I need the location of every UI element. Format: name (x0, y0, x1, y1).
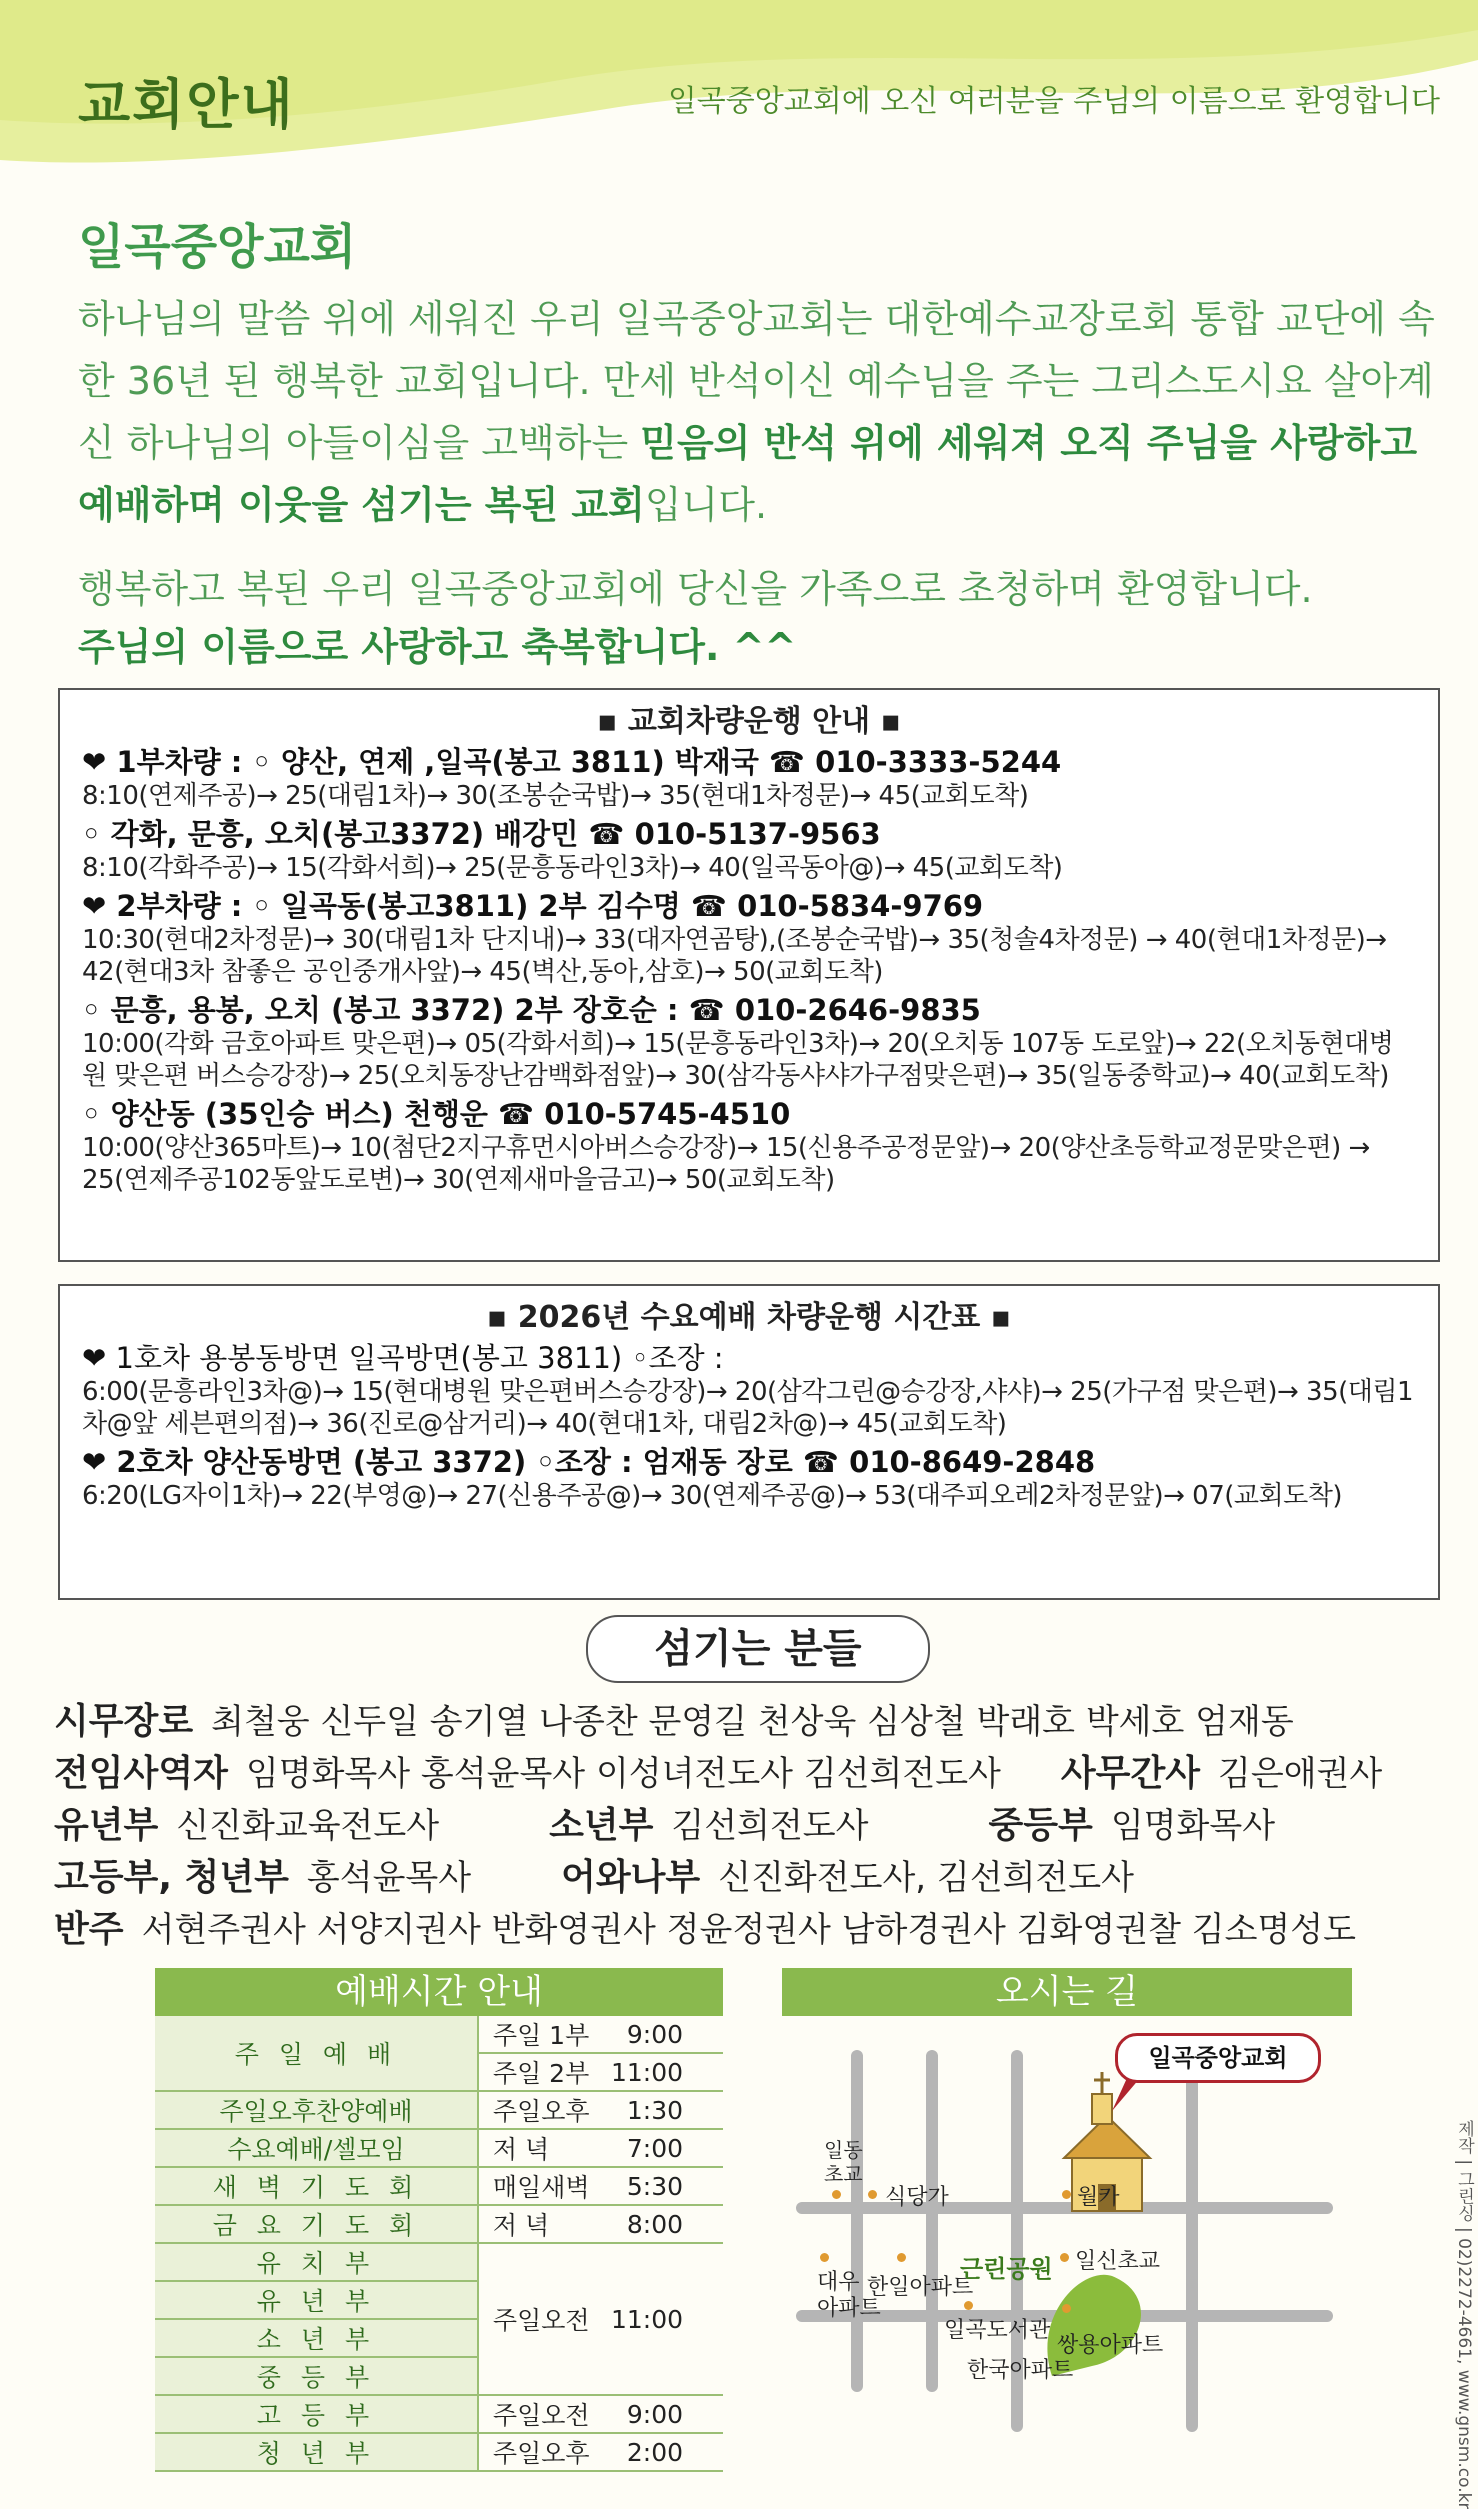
vehicle-schedule-box (58, 688, 1440, 1262)
welcome-line: 행복하고 복된 우리 일곡중앙교회에 당신을 가족으로 초청하며 환영합니다. (78, 567, 1313, 611)
print-credit: 제작 | 그린싱 | 02)2272-4661, www.gnsm.co.kr (1454, 2120, 1474, 2509)
server-names: 신진화교육전도사 (176, 1806, 440, 1846)
map-label-library: 일곡도서관 (944, 2318, 1051, 2343)
route-item (82, 1444, 1416, 1512)
route-header: ◦ 양산동 (35인승 버스) 천행운 ☎ 010-5745-4510 (82, 1097, 791, 1131)
server-role: 중등부 (988, 1805, 1093, 1846)
directions-title: 오시는 길 (782, 1968, 1352, 2016)
server-role: 소년부 (549, 1805, 654, 1846)
wednesday-schedule-box (58, 1284, 1440, 1600)
server-role: 사무간사 (1060, 1753, 1200, 1794)
service-when: 저 녁 (478, 2205, 611, 2243)
service-time: 1:30 (611, 2091, 723, 2129)
page-title: 교회안내 (78, 73, 295, 136)
route-header: ❤ 2부차량 : ◦ 일곡동(봉고3811) 2부 김수명 ☎ 010-5834-9769 (82, 889, 984, 923)
map-label-park: 근린공원 (960, 2255, 1053, 2283)
service-name: 유 치 부 (155, 2243, 478, 2281)
map-label-ilsin: 일신초교 (1075, 2249, 1161, 2274)
wednesday-schedule-title: ▪ 2026년 수요예배 차량운행 시간표 ▪ (486, 1300, 1012, 1335)
map-label-hanil: 한일아파트 (867, 2275, 974, 2300)
route-item (82, 1340, 1416, 1440)
route-stops: 8:10(연제주공)→ 25(대림1차)→ 30(조봉순국밥)→ 35(현대1차정문)→ 45(교회도착) (82, 781, 1029, 811)
service-when: 주일오전 (478, 2243, 611, 2395)
service-name: 유 년 부 (155, 2281, 478, 2319)
blessing-line: 주님의 이름으로 사랑하고 축복합니다. ^^ (78, 625, 797, 669)
servers-title: 섬기는 분들 (586, 1615, 930, 1683)
worship-times-title: 예배시간 안내 (155, 1968, 723, 2016)
route-header: ❤ 1호차 용봉동방면 일곡방면(봉고 3811) ◦조장 : (82, 1341, 724, 1375)
map-dot (1060, 2253, 1069, 2262)
service-name: 중 등 부 (155, 2357, 478, 2395)
service-name: 금 요 기 도 회 (155, 2205, 478, 2243)
server-names: 서현주권사 서양지권사 반화영권사 정윤정권사 남하경권사 김화영권찰 김소명성도 (141, 1910, 1356, 1950)
service-time: 9:00 (611, 2395, 723, 2433)
map-label-ildong: 일동 초교 (824, 2138, 863, 2186)
page-subtitle: 일곡중앙교회에 오신 여러분을 주님의 이름으로 환영합니다 (667, 84, 1440, 119)
directions-map (782, 1968, 1352, 2442)
service-name: 수요예배/셀모임 (155, 2129, 478, 2167)
service-time: 11:00 (611, 2243, 723, 2395)
route-stops: 10:00(각화 금호아파트 맞은편)→ 05(각화서희)→ 15(문흥동라인3차)→ 20(오치동 107동 도로앞)→ 22(오치동현대병원 맞은편 버스승강장)→ 25(오치동장난감백화점앞)→ 30(삼각동샤샤가구점맞은편)→ 35(일동중학교)→ 40(교회도착) (82, 1029, 1394, 1091)
server-role: 시무장로 (54, 1701, 194, 1742)
server-names: 김선희전도사 (671, 1806, 869, 1846)
route-stops: 6:00(문흥라인3차@)→ 15(현대병원 맞은편버스승강장)→ 20(삼각그린@승강장,샤샤)→ 25(가구점 맞은편)→ 35(대림1차@앞 세븐편의점)→ 36(진로@삼거리)→ 40(현대1차, 대림2차@)→ 45(교회도착) (82, 1377, 1414, 1439)
map-label-wolka: 월카 (1077, 2185, 1120, 2210)
route-item (82, 1096, 1416, 1196)
server-names: 최철웅 신두일 송기열 나종찬 문영길 천상욱 심상철 박래호 박세호 엄재동 (211, 1702, 1294, 1742)
service-time: 5:30 (611, 2167, 723, 2205)
servers-row (54, 1904, 1454, 1956)
service-name: 청 년 부 (155, 2433, 478, 2471)
intro-text: 하나님의 말씀 위에 세워진 우리 일곡중앙교회는 대한예수교장로회 통합 교단에 속한 36년 된 행복한 교회입니다. 만세 반석이신 예수님을 주는 그리스도시요 살아계신 하나님의 아들이심을 고백하는 (78, 297, 1435, 465)
server-names: 임명화목사 (1110, 1806, 1276, 1846)
service-when: 주일 1부 (478, 2016, 611, 2053)
route-header: ❤ 2호차 양산동방면 (봉고 3372) ◦조장 : 엄재동 장로 ☎ 010-8649-2848 (82, 1445, 1096, 1479)
service-time: 9:00 (611, 2016, 723, 2053)
server-names: 신진화전도사, 김선희전도사 (718, 1858, 1134, 1898)
intro-emphasis: 믿음의 반석 위에 세워져 오직 주님을 사랑하고 예배하며 이웃을 섬기는 복된 교회 (78, 421, 1418, 527)
server-role: 유년부 (54, 1805, 159, 1846)
service-time: 11:00 (611, 2053, 723, 2091)
servers-row (54, 1748, 1454, 1800)
server-names: 김은애권사 (1218, 1754, 1383, 1794)
vehicle-schedule-title: ▪ 교회차량운행 안내 ▪ (597, 704, 901, 739)
worship-times-table (155, 1968, 723, 2472)
map-label-sikdangga: 식당가 (885, 2185, 949, 2210)
map-label-daewoo: 대우 아파트 (817, 2270, 881, 2321)
map-dot (868, 2190, 877, 2199)
server-names: 임명화목사 홍석윤목사 이성녀전도사 김선희전도사 (245, 1754, 1001, 1794)
route-stops: 10:30(현대2차정문)→ 30(대림1차 단지내)→ 33(대자연곰탕),(조봉순국밥)→ 35(청솔4차정문) → 40(현대1차정문)→ 42(현대3차 참좋은 공인중개사앞)→ 45(벽산,동아,삼호)→ 50(교회도착) (82, 925, 1387, 987)
map-dot (832, 2190, 841, 2199)
map-label-ssangyong: 쌍용아파트 (1057, 2333, 1164, 2358)
service-when: 주일오전 (478, 2395, 611, 2433)
service-name: 주 일 예 배 (155, 2016, 478, 2091)
route-stops: 10:00(양산365마트)→ 10(첨단2지구휴먼시아버스승강장)→ 15(신용주공정문앞)→ 20(양산초등학교정문맞은편) → 25(연제주공102동앞도로변)→ 30(연제새마을금고)→ 50(교회도착) (82, 1133, 1370, 1195)
route-item (82, 816, 1416, 884)
intro-paragraph (78, 288, 1438, 536)
server-role: 반주 (54, 1909, 124, 1950)
church-location-label: 일곡중앙교회 (1115, 2033, 1321, 2083)
route-header: ◦ 문흥, 용봉, 오치 (봉고 3372) 2부 장호순 : ☎ 010-2646-9835 (82, 993, 981, 1027)
server-role: 전임사역자 (54, 1753, 228, 1794)
service-when: 주일오후 (478, 2091, 611, 2129)
map-dot (1062, 2304, 1071, 2313)
map-dot (964, 2301, 973, 2310)
map-dot (897, 2253, 906, 2262)
service-when: 저 녁 (478, 2129, 611, 2167)
server-role: 어와나부 (561, 1857, 701, 1898)
route-stops: 6:20(LG자이1차)→ 22(부영@)→ 27(신용주공@)→ 30(연제주공@)→ 53(대주피오레2차정문앞)→ 07(교회도착) (82, 1481, 1343, 1511)
route-item (82, 744, 1416, 812)
servers-list (54, 1696, 1454, 1956)
route-header: ❤ 1부차량 : ◦ 양산, 연제 ,일곡(봉고 3811) 박재국 ☎ 010-3333-5244 (82, 745, 1062, 779)
service-name: 소 년 부 (155, 2319, 478, 2357)
map-dot (820, 2253, 829, 2262)
service-name: 새 벽 기 도 회 (155, 2167, 478, 2205)
intro-end: 입니다. (644, 483, 768, 527)
service-when: 주일오후 (478, 2433, 611, 2471)
server-names: 홍석윤목사 (306, 1858, 472, 1898)
service-time: 7:00 (611, 2129, 723, 2167)
map-label-hankook: 한국아파트 (967, 2358, 1074, 2383)
welcome-text (78, 560, 1438, 676)
server-role: 고등부, 청년부 (54, 1857, 289, 1898)
service-when: 매일새벽 (478, 2167, 611, 2205)
service-name: 주일오후찬양예배 (155, 2091, 478, 2129)
route-item (82, 888, 1416, 988)
map-dot (1062, 2190, 1071, 2199)
route-header: ◦ 각화, 문흥, 오치(봉고3372) 배강민 ☎ 010-5137-9563 (82, 817, 881, 851)
servers-row (54, 1852, 1454, 1904)
church-name: 일곡중앙교회 (78, 219, 357, 275)
servers-row (54, 1800, 1454, 1852)
service-name: 고 등 부 (155, 2395, 478, 2433)
service-time: 2:00 (611, 2433, 723, 2471)
servers-row (54, 1696, 1454, 1748)
route-item (82, 992, 1416, 1092)
service-when: 주일 2부 (478, 2053, 611, 2091)
service-time: 8:00 (611, 2205, 723, 2243)
route-stops: 8:10(각화주공)→ 15(각화서희)→ 25(문흥동라인3차)→ 40(일곡동아@)→ 45(교회도착) (82, 853, 1063, 883)
